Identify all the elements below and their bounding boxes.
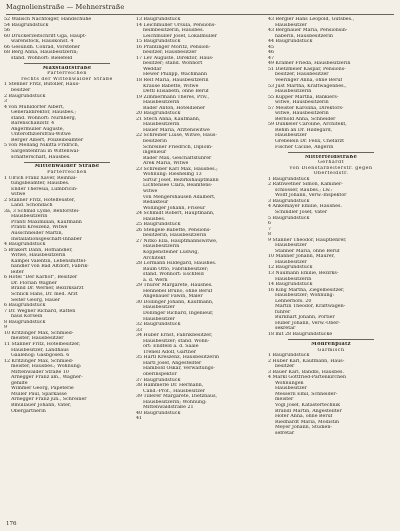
street-heading: Mitterfeldstraße bbox=[304, 154, 358, 160]
directory-entry: 1 Ulrich Franz Xaver, Reinhal- bbox=[4, 175, 78, 181]
street-subheading: Garmisch bbox=[317, 347, 345, 353]
entry-continuation: gehilfe bbox=[11, 380, 28, 386]
entry-continuation: Rehm an Dr. Hildegard, bbox=[275, 127, 333, 133]
entry-continuation: Martin Theodor, Kraftwagen- bbox=[275, 304, 346, 310]
entry-continuation: besitzerin, Hausbesitzerin bbox=[143, 233, 207, 239]
directory-entry: 12 Kritzinger Max, Schmied- bbox=[4, 358, 74, 364]
entry-continuation: Hausbesitzerin bbox=[143, 244, 180, 250]
entry-continuation: Stanner Maria, ohne Beruf bbox=[275, 248, 340, 254]
entry-continuation: Cand.-Prof., Hausbesitzer bbox=[143, 388, 205, 394]
directory-entry: 2 Huber Karl, Kaufmann, Haus- bbox=[268, 358, 345, 364]
entry-continuation: Hausbesitzerin bbox=[143, 100, 180, 106]
entry-continuation: besitzer; ständ. Wohnort bbox=[143, 61, 203, 67]
entry-continuation: Hausbesitzer, Landhaus bbox=[11, 347, 69, 353]
directory-entry: 16 King Martha, Ziegelbesitzer, bbox=[268, 287, 345, 293]
directory-entry: 23 Schreiber Karl Max, Hausbes.; bbox=[136, 166, 218, 172]
entry-continuation: sefretär bbox=[275, 430, 295, 436]
directory-entry: 10 Kritzinger Max, Schmied- bbox=[4, 330, 74, 336]
entry-continuation: tungsbeamter, Hausbes. bbox=[11, 181, 70, 187]
page-number: 176 bbox=[6, 521, 17, 527]
column-3 bbox=[268, 17, 394, 436]
entry-continuation: Dettl Elisabeth, ohne Beruf bbox=[143, 89, 209, 95]
entry-continuation: Seiter Georg, Hauer bbox=[11, 297, 60, 303]
directory-entry: 43 Berghauer Maria, Pensionsin- bbox=[268, 28, 348, 34]
directory-entry: 5 von Mellang Nikitta Fridrich, bbox=[4, 143, 80, 149]
entry-continuation: Generaldirektor, Hausbes.; bbox=[11, 110, 77, 116]
directory-entry: 19 Zimmermann Theres, Priv., bbox=[136, 94, 210, 100]
entry-continuation: Wollinger Johann, Friseur bbox=[143, 205, 206, 211]
street-heading: Mittenwalder Straße bbox=[34, 164, 100, 170]
entry-continuation: Veeringer Anna, ohne Beruf bbox=[275, 78, 343, 84]
directory-entry: 54 Baugrundstück bbox=[4, 22, 49, 28]
directory-entry: 49 Kramer Frieda, Hausbesitzerin bbox=[268, 61, 351, 67]
entry-continuation: schafterschaft, Hausbes. bbox=[11, 154, 71, 160]
directory-entry: 38 Hammerle Dr. Hermann, bbox=[136, 383, 204, 389]
directory-entry: 13 Naumann Emilie, Bezirks- bbox=[268, 271, 339, 276]
directory-entry: 5 Baugrundstück bbox=[268, 215, 310, 221]
entry-continuation: Berger Albert, Polizeibeamter bbox=[11, 137, 84, 143]
entry-continuation: Leichmüller Josef, Lokalmüller bbox=[143, 33, 217, 39]
directory-entry: 12 Baugrundstück bbox=[268, 265, 313, 271]
directory-entry: 6 bbox=[268, 221, 272, 227]
entry-continuation: Wohnung: Riesheimg 13 bbox=[143, 172, 202, 178]
directory-entry: 25 Baugrundstück bbox=[136, 222, 181, 228]
directory-entry: 18 mit 28 Baugrundstücke bbox=[268, 332, 333, 338]
directory-entry: 14 Leichmüller Ursula, Pensions- bbox=[136, 22, 216, 28]
entry-continuation: Burkhart Johann, Portier bbox=[275, 315, 335, 321]
entry-continuation: schlosser, Raubes.; Lw.: bbox=[275, 187, 333, 193]
directory-entry: 55 Kupper Martha, Bankiers- bbox=[268, 94, 339, 100]
entry-continuation: Hewer Philipp, Wachmann bbox=[143, 72, 207, 78]
directory-entry: 39 Tillerer Margarete, Dietzhaus, bbox=[136, 394, 218, 400]
street-heading: Mohrenplatz bbox=[311, 341, 351, 347]
entry-continuation: witwe, Hausbesitzerin bbox=[275, 111, 329, 117]
entry-continuation: Angebauer Fawin, Maler bbox=[143, 294, 203, 300]
entry-continuation: besitzerin bbox=[143, 139, 167, 145]
directory-entry: 3a, 3 Schmid Lydie, Benforstei- bbox=[4, 208, 80, 214]
street-subheading: von Dienstarbeiterstr. gegen bbox=[289, 165, 373, 171]
entry-continuation: Arnegger Franz am., Wagner- bbox=[11, 375, 83, 381]
directory-entry: 30 Dollinger Johann, Kaufmann, bbox=[136, 299, 214, 305]
directory-entry: 4 von Mühldorfer Albert, bbox=[4, 104, 65, 110]
directory-entry: 3 bbox=[4, 99, 8, 105]
entry-continuation: Sargentenfrau in Wittenwal- bbox=[11, 148, 80, 154]
entry-continuation: Land. Schöndach bbox=[11, 203, 53, 209]
entry-continuation: Arnegger Franz jun., Schreiner bbox=[11, 397, 87, 403]
directory-entry: 17 Lev Auguste, Direktor, Haus- bbox=[136, 55, 214, 61]
entry-continuation: händler von Bad Altdorf, Fabrik- bbox=[11, 264, 89, 270]
entry-continuation: Hausbesitzer bbox=[275, 133, 307, 139]
entry-continuation: ingenieur bbox=[143, 150, 167, 156]
entry-continuation: Hausbesitzerin bbox=[143, 122, 180, 128]
entry-continuation: Schindler Josef, Vater bbox=[275, 209, 328, 215]
directory-entry: 7 bbox=[268, 226, 272, 232]
directory-entry: 2 Baugrundstück bbox=[4, 93, 46, 99]
directory-entry: 21 Stech Anna, Kaufmann, bbox=[136, 116, 201, 122]
entry-continuation: Prantl Kreszenz, Witwe bbox=[11, 225, 68, 231]
entry-continuation: Wohnungen bbox=[275, 380, 304, 386]
directory-entry: 44 Baugrundstück bbox=[268, 39, 313, 45]
directory-entry: 57 Meister Karolina, Direktors- bbox=[268, 105, 344, 111]
entry-continuation: Bader Max, Geschäftsführer bbox=[143, 155, 212, 161]
entry-continuation: Bernold Anna, Schneider bbox=[275, 116, 336, 122]
street-subheading: Oberfeldstr. bbox=[313, 171, 349, 177]
entry-continuation: Mittenwalder Straße 10 bbox=[11, 369, 69, 375]
street-subheading: Gerhardt bbox=[318, 160, 344, 166]
directory-entry: 53 Just Martha, Kraftwagenbes., bbox=[268, 83, 347, 89]
entry-continuation: Hambold Oskar, Verwaltungs- bbox=[143, 366, 215, 372]
entry-continuation: Fischer Cäcilie, Angerin bbox=[275, 144, 334, 150]
directory-entry: 35 Hartl Kreszenz, Hausbesitzerin bbox=[136, 355, 220, 361]
entry-continuation: Meyer Johann, Studien- bbox=[275, 425, 332, 431]
directory-entry: 7 Dr. Wegner Richard, Ratten bbox=[4, 308, 76, 314]
street-subheading: Parterreichen bbox=[47, 71, 87, 77]
directory-entry: 1 Baugrundstück bbox=[268, 353, 310, 359]
entry-continuation: Baum Otto, Fabrikbesitzer; bbox=[143, 266, 209, 272]
entry-continuation: leiter bbox=[11, 269, 24, 275]
entry-continuation: Witwe, Hausbesitzerin bbox=[11, 253, 66, 259]
directory-entry: 52 Walisch Nachfolger, Handschuhe bbox=[4, 17, 92, 22]
entry-continuation: Bader Anton, Hoteldiener bbox=[143, 105, 206, 111]
directory-entry: 4 Ankemayer Emilie, Haushes. bbox=[268, 204, 342, 210]
entry-continuation: haberin, Hausbesitzerin bbox=[275, 33, 333, 39]
entry-continuation: sekretär bbox=[275, 326, 296, 332]
entry-continuation: ständ. Wohnort: Nürnberg, bbox=[11, 115, 77, 121]
entry-continuation: Dr. Florian Wagner bbox=[11, 280, 57, 286]
directory-entry: 24 Schmidt Robert, Hauptmann, bbox=[136, 211, 215, 217]
directory-entry: 29 Thurer Margarete, Haushes. bbox=[136, 283, 213, 289]
entry-continuation: Bmüllauer Johann, Vater, bbox=[11, 402, 72, 408]
directory-entry: 51 Dietzmeier Kaspar, Pensions- bbox=[268, 66, 346, 72]
entry-continuation: Hausbesitzer; ständ. Wohn- bbox=[143, 338, 210, 344]
directory-entry: 13 Baugrundstück bbox=[136, 17, 181, 22]
entry-continuation: meister bbox=[275, 397, 294, 403]
directory-entry: 8 Baugrundstück bbox=[4, 319, 46, 325]
street-subheading: rechts der Wittenwalder Straße bbox=[21, 76, 113, 82]
entry-continuation: Bärenschanzstr. 4 bbox=[11, 121, 55, 127]
directory-entry: 14 Baugrundstück bbox=[268, 282, 313, 288]
entry-continuation: heimbesitzerin, Hausbes. bbox=[143, 28, 205, 34]
entry-continuation: Müller Paul, Sparkasse bbox=[11, 391, 67, 397]
directory-entry: 1 Stenner Fritz, Butoller, Haus- bbox=[4, 82, 80, 88]
entry-continuation: Weddar bbox=[143, 66, 162, 72]
directory-entry: 18 Reit Maria, Hausbesitzerin bbox=[136, 78, 209, 84]
entry-continuation: besitzer, Hausbesitzer bbox=[143, 50, 197, 56]
column-1 bbox=[4, 17, 130, 414]
entry-continuation: Ender Theresia, Lumbricin- bbox=[11, 186, 78, 192]
entry-continuation: witwe bbox=[143, 188, 158, 194]
directory-entry: 4 Markl Gottfried-Partenkirchen bbox=[268, 375, 347, 381]
street-subheading: Parterreichen bbox=[47, 170, 87, 175]
directory-entry: 28 Lörmann Hildegard, Haushes. bbox=[136, 261, 217, 267]
entry-continuation: Obergärtnerin bbox=[11, 408, 46, 414]
section-divider bbox=[24, 162, 110, 163]
entry-continuation: Arek Maria, Witwe bbox=[143, 161, 189, 167]
entry-continuation: ständ. Wohnort: Eschfeld bbox=[143, 272, 204, 278]
entry-continuation: Hausbesitzerin bbox=[275, 89, 312, 95]
entry-continuation: Schreiner Friedrich, Diplom- bbox=[143, 144, 213, 150]
directory-entry: 2 Stanner Fritz, Hotelfeuster, bbox=[4, 197, 76, 203]
directory-entry: 56 bbox=[4, 28, 11, 34]
entry-continuation: Redakteur bbox=[143, 200, 169, 206]
entry-continuation: Lehnerhofs. 20 bbox=[275, 298, 312, 304]
entry-continuation: Trenell Adolf, Gärtner bbox=[143, 349, 197, 355]
directory-entry: 10 Manner Johann, Maurer, bbox=[268, 254, 335, 260]
directory-entry: 3 Baugrundstück bbox=[268, 198, 310, 204]
entry-continuation: Wolff Johann, Verw.-Inspektor bbox=[275, 193, 347, 199]
entry-continuation: Kampel Valentin, Lebensmittel- bbox=[11, 258, 87, 264]
page-header bbox=[6, 2, 394, 15]
entry-continuation: besitzer bbox=[11, 87, 31, 93]
entry-continuation: Brand Dr. Werner, Bezirksarzt bbox=[11, 286, 84, 292]
entry-continuation: ständ. Wohnort: Bielefeld bbox=[11, 55, 73, 61]
directory-entry: 26 Stengele Babette, Pensions- bbox=[136, 227, 211, 233]
entry-continuation: Installationsgeschäft-Inhaber bbox=[11, 236, 82, 242]
entry-continuation: Brandl Martin, Angestellter bbox=[275, 408, 342, 414]
entry-continuation: haus Korsein bbox=[11, 314, 43, 320]
directory-entry: 40 Baugrundstück bbox=[136, 410, 181, 416]
directory-entry: 1 Baugrundstück bbox=[268, 176, 310, 182]
entry-continuation: besitzer bbox=[275, 364, 295, 370]
entry-continuation: warenstock, Hauskonst. 4 bbox=[11, 39, 74, 45]
entry-continuation: a. d. Wern bbox=[143, 277, 168, 283]
entry-continuation: Hausbesitzer bbox=[143, 305, 175, 311]
directory-entry: 59 Dunkeler Caroline, Architekt, bbox=[268, 122, 347, 128]
section-divider bbox=[288, 339, 374, 340]
entry-continuation: Mittenwaldstraße 21 bbox=[143, 405, 194, 411]
directory-entry: 2 Rathwetner Simon, Kaminer- bbox=[268, 182, 343, 188]
entry-continuation: Hausbesitzerin bbox=[11, 214, 48, 220]
directory-entry: 8 bbox=[268, 232, 272, 238]
entry-continuation: Hausbes. bbox=[143, 216, 166, 222]
entry-continuation: Gaalenog: Gasbgosen. 6 bbox=[11, 353, 70, 359]
directory-entry: 6 Hotel "Der Karhof", Besitzer bbox=[4, 275, 78, 281]
directory-entry: 22 Schreiner Luise, Witwe, Haus- bbox=[136, 133, 217, 139]
directory-entry: 20 Baugrundstück bbox=[136, 111, 181, 117]
entry-continuation: witwe bbox=[11, 192, 26, 198]
entry-continuation: meister, Hausbesitzer bbox=[11, 336, 64, 342]
entry-continuation: Architekt bbox=[143, 255, 166, 261]
entry-continuation: Ausschneider Martin, bbox=[11, 231, 64, 237]
entry-continuation: führer bbox=[275, 309, 291, 315]
directory-entry: 11 Stanner Fritz, Hotelbesitzer, bbox=[4, 341, 81, 347]
entry-continuation: Hausbesitzer bbox=[275, 386, 307, 392]
directory-entry: 4 Baugrundstück bbox=[4, 242, 46, 248]
entry-continuation: Hausbesitzer; Wohnung: bbox=[275, 293, 335, 299]
entry-continuation: Hennebel Bruno, ohne Beruf bbox=[143, 288, 213, 294]
entry-continuation: Hausbesitzerin; Wohnung: bbox=[143, 399, 207, 405]
directory-entry: 66 Gesundh. Conrad, Vorsteher bbox=[4, 44, 80, 50]
entry-continuation: Krause Babette, Witwe bbox=[143, 83, 199, 89]
entry-continuation: Vogl Josef, Katastertechnik bbox=[275, 402, 340, 408]
entry-continuation: Wimmer Georg, Papeterie bbox=[11, 386, 74, 392]
directory-entry: 68 Berg Anna, Hausbesitzerin; bbox=[4, 50, 79, 56]
running-head: Magnolienstraße — Mehnerstraße bbox=[6, 3, 125, 11]
street-heading: Maxstadtstraße bbox=[42, 65, 92, 71]
entry-continuation: Hausbesitzerin bbox=[275, 276, 312, 282]
entry-continuation: Hausbesitzer bbox=[275, 243, 307, 249]
directory-entry: 45 bbox=[268, 44, 275, 50]
entry-continuation: Koppensteiner Ludwig, bbox=[143, 249, 199, 255]
entry-continuation: oberinspektor bbox=[143, 372, 177, 377]
directory-entry: 6 Baugrundstück bbox=[4, 303, 46, 309]
directory-entry: 27 Nitko Ella, Hauptmannswitwe, bbox=[136, 238, 218, 244]
entry-continuation: Unteroffiziersfrau-Witwe bbox=[11, 132, 71, 138]
entry-continuation: Hartl Josef, Angestellter bbox=[143, 360, 202, 366]
directory-entry: 5 Bräkert Dann, Hofhändler, bbox=[4, 247, 73, 253]
directory-entry: 3 Bauer Karl, Bandbi, Hausbes. bbox=[268, 369, 344, 375]
directory-entry: 9 bbox=[4, 325, 8, 331]
directory-entry: 37 Baugrundstück bbox=[136, 377, 181, 383]
directory-entry: 15 Baugrundstück bbox=[136, 39, 181, 45]
section-divider bbox=[24, 63, 110, 64]
entry-continuation: Angermüller Auguste, bbox=[11, 126, 65, 132]
directory-entry: 47 bbox=[268, 55, 275, 61]
entry-continuation: von Mengershausen Adalbert, bbox=[143, 194, 216, 200]
entry-continuation: Hauer Maria, Arztenswitwe bbox=[143, 127, 210, 133]
section-divider bbox=[288, 152, 374, 153]
entry-continuation: besitzer, Hausbesitzer bbox=[275, 72, 329, 78]
directory-entry: 43 Bergler Hans Leopold, Gutsbes., bbox=[268, 17, 355, 22]
column-2 bbox=[136, 17, 262, 422]
directory-entry: 60 Druckerzeitschrift Gga, Haupt- bbox=[4, 33, 87, 39]
directory-entry: 41 bbox=[136, 416, 143, 422]
entry-continuation: Hausbesitzer bbox=[275, 22, 307, 28]
directory-entry: 9 Stanner Theodor, Hauptlehrer, bbox=[268, 237, 347, 243]
entry-continuation: witwe, Hausbesitzerin bbox=[275, 100, 329, 106]
entry-continuation: Schlick Hans, Dr. med. Arzt bbox=[11, 292, 78, 298]
directory-entry: 16 Prantinger Moritz, Pension- bbox=[136, 44, 211, 50]
entry-continuation: Hofer Anna, ohne Beruf bbox=[275, 414, 333, 420]
entry-continuation: meister, Hausbes.; Wohnung: bbox=[11, 364, 82, 370]
directory-entry: 33 bbox=[136, 327, 143, 333]
entry-continuation: Riedhardt Maria, Modistin bbox=[275, 419, 340, 425]
entry-continuation: Prantl Maximilian, Kaufmann bbox=[11, 219, 82, 225]
entry-continuation: ort: Endfeld a. d. Saale bbox=[143, 344, 199, 350]
directory-entry: 34 Huber Ernst, Fabrikbesitzer, bbox=[136, 333, 213, 339]
entry-continuation: Huber Johann, Verw.-Ober- bbox=[275, 320, 340, 326]
entry-continuation: Grebelein Dr. Felix, Chefarzt bbox=[275, 139, 345, 145]
entry-continuation: Lichtensee Clara, Beamtens- bbox=[143, 183, 213, 189]
entry-continuation: Hausbesitzer bbox=[143, 316, 175, 322]
entry-continuation: Hausbesitzer bbox=[275, 259, 307, 265]
entry-continuation: Dollinger Richard, Ingenieur, bbox=[143, 310, 214, 316]
entry-continuation: Sirtur Josef, Bezirkshauptmann bbox=[143, 177, 219, 183]
entry-continuation: Messerli Emil, Schneider- bbox=[275, 391, 338, 397]
directory-entry: 32 Baugrundstück bbox=[136, 322, 181, 328]
directory-entry: 46 bbox=[268, 50, 275, 56]
